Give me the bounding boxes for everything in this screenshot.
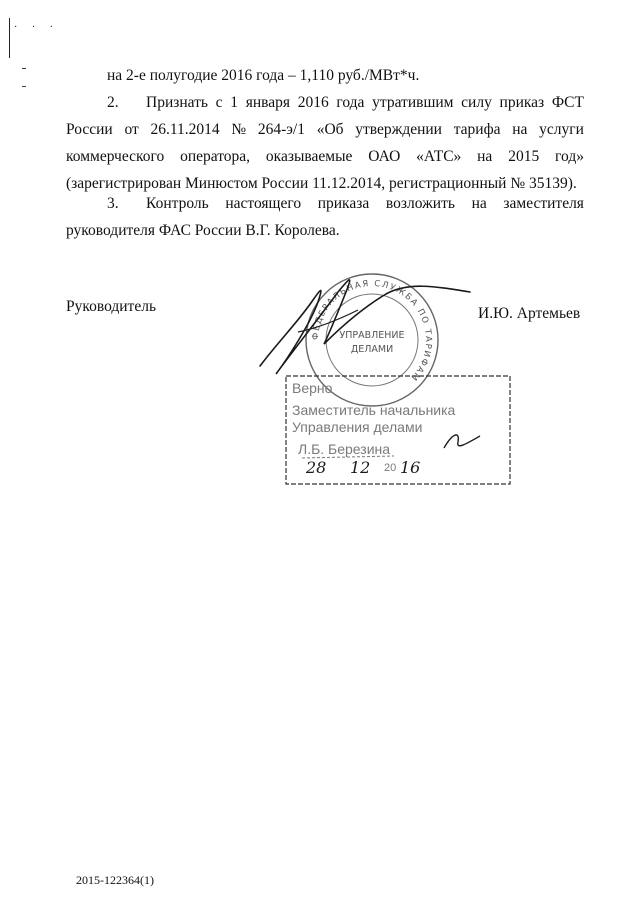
word: 1 <box>230 94 238 111</box>
item2-line1 <box>146 93 584 113</box>
item3-line2: руководителя ФАС России В.Г. Королева. <box>66 222 340 239</box>
word: на <box>512 121 528 138</box>
item3-number: 3. <box>107 195 119 212</box>
stamp-verno: Верно <box>292 380 333 396</box>
word: настоящего <box>225 195 302 212</box>
word: 2015 <box>508 148 540 165</box>
word: ФСТ <box>551 94 584 111</box>
word: оказываемые <box>265 148 353 165</box>
signatory-name: И.Ю. Артемьев <box>478 305 581 322</box>
item2-line3 <box>66 147 584 167</box>
word: 26.11.2014 <box>150 121 220 138</box>
word: услуги <box>539 121 584 138</box>
seal-ring-text: ФЕДЕРАЛЬНАЯ СЛУЖБА ПО ТАРИФАМ <box>310 278 434 384</box>
stamp-year: 16 <box>400 458 421 477</box>
word: на <box>471 195 487 212</box>
tariff-line: на 2-е полугодие 2016 года – 1,110 руб./МВт*ч. <box>107 67 420 84</box>
word: утратившим <box>372 94 454 111</box>
word: «АТС» <box>416 148 462 165</box>
word: 2016 <box>297 94 329 111</box>
item2-number: 2. <box>107 94 119 111</box>
word: утверждении <box>355 121 442 138</box>
word: России <box>66 121 113 138</box>
word: № <box>231 121 247 138</box>
handwritten-signature <box>258 262 478 382</box>
word: силу <box>461 94 492 111</box>
stamp-month: 12 <box>350 458 371 477</box>
word: коммерческого <box>66 148 165 165</box>
signatory-title: Руководитель <box>66 298 157 315</box>
scan-dots: · · · <box>14 22 59 33</box>
word: 264-э/1 <box>257 121 305 138</box>
item3-line1 <box>146 194 584 214</box>
stamp-position-line1: Заместитель начальника <box>292 402 456 418</box>
document-code: 2015-122364(1) <box>76 873 154 887</box>
scan-tick <box>22 68 26 69</box>
word: Контроль <box>146 195 209 212</box>
item2-line4: (зарегистрирован Минюстом России 11.12.2014, регистрационный № 35139). <box>66 175 577 192</box>
word: приказ <box>499 94 545 111</box>
stamp-year-prefix: 20 <box>384 462 397 474</box>
word: от <box>124 121 139 138</box>
stamp-position-line2: Управления делами <box>292 419 423 435</box>
stamp-day: 28 <box>306 458 327 477</box>
word: тарифа <box>453 121 501 138</box>
scan-edge-mark <box>9 18 10 58</box>
word: января <box>245 94 290 111</box>
word: на <box>477 148 493 165</box>
word: ОАО <box>368 148 401 165</box>
word: год» <box>555 148 584 165</box>
seal-center-line2: ДЕЛАМИ <box>350 344 394 355</box>
word: с <box>215 94 223 111</box>
word: заместителя <box>503 195 584 212</box>
word: оператора, <box>180 148 251 165</box>
stamp-name: Л.Б. Березина <box>298 441 391 457</box>
word: Признать <box>146 94 208 111</box>
seal-center-line1: УПРАВЛЕНИЕ <box>339 330 405 341</box>
word: возложить <box>385 195 455 212</box>
item2-line2 <box>66 120 584 140</box>
word: приказа <box>317 195 370 212</box>
scan-tick <box>22 86 26 87</box>
word: «Об <box>316 121 344 138</box>
word: года <box>336 94 365 111</box>
